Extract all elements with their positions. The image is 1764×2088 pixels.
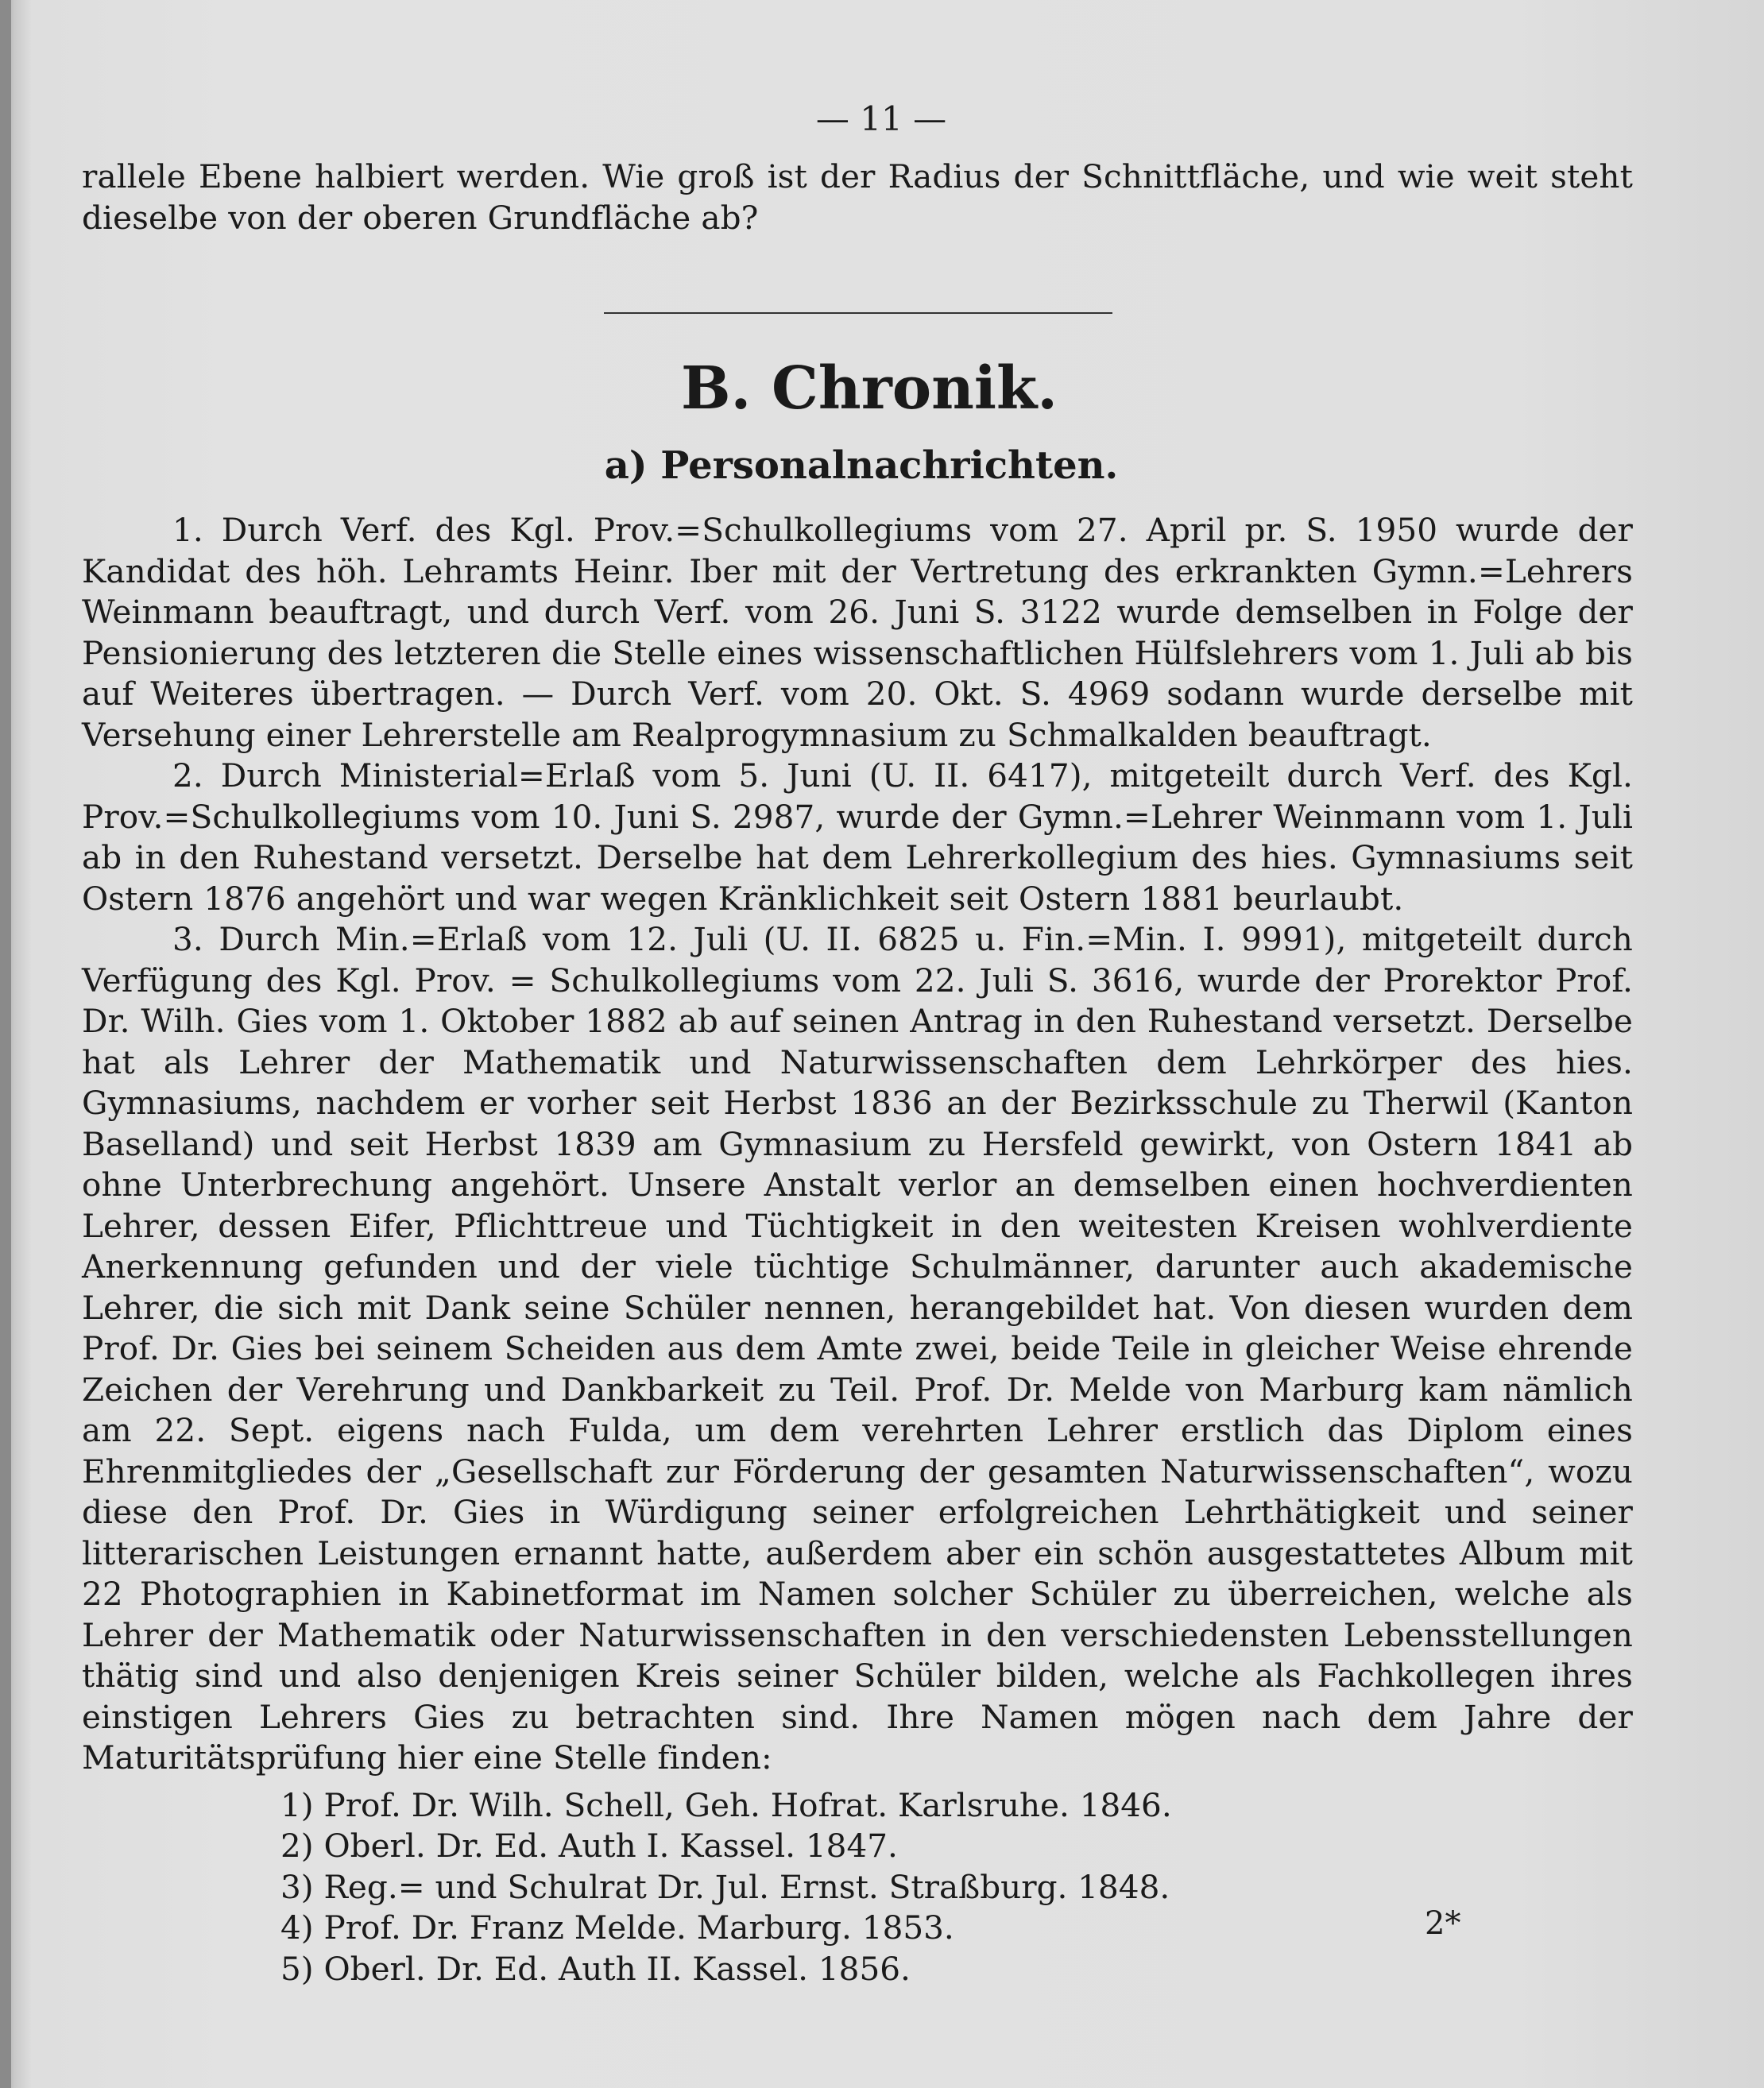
list-item: 5) Oberl. Dr. Ed. Auth II. Kassel. 1856. [280,1949,911,1988]
intro-paragraph: rallele Ebene halbiert werden. Wie groß ist der Radius der Schnittfläche, und wie weit steht dieselbe von der oberen Grundfläche ab? [82,157,1633,237]
page-content [82,91,1633,1989]
list-item: 1) Prof. Dr. Wilh. Schell, Geh. Hofrat. Karlsruhe. 1846. [280,1785,1172,1824]
subsection-title: a) Personalnachrichten. [604,443,1119,488]
paragraph-2: 2. Durch Ministerial=Erlaß vom 5. Juni (U. II. 6417), mitgeteilt durch Verf. des Kgl. Prov.=Schulkollegiums vom 10. Juni S. 2987, wurde der Gymn.=Lehrer Weinmann vom 1. Juli ab in den Ruhestand versetzt. Derselbe hat dem Lehrerkollegium des hies. Gymnasiums seit Ostern 1876 angehört und war wegen Kränklichkeit seit Ostern 1881 beurlaubt. [82,756,1633,918]
paragraph-1: 1. Durch Verf. des Kgl. Prov.=Schulkollegiums vom 27. April pr. S. 1950 wurde der Kandidat des höh. Lehramts Heinr. Iber mit der Vertretung des erkrankten Gymn.=Lehrers Weinmann beauftragt, und durch Verf. vom 26. Juni S. 3122 wurde demselben in Folge der Pensionierung des letzteren die Stelle eines wissenschaftlichen Hülfslehrers vom 1. Juli ab bis auf Weiteres übertragen. — Durch Verf. vom 20. Okt. S. 4969 sodann wurde derselbe mit Versehung einer Lehrerstelle am Realprogymnasium zu Schmalkalden beauftragt. [82,511,1633,754]
book-spine-shadow [0,0,11,2088]
list-item: 3) Reg.= und Schulrat Dr. Jul. Ernst. Straßburg. 1848. [280,1867,1170,1906]
paragraph-3: 3. Durch Min.=Erlaß vom 12. Juli (U. II. 6825 u. Fin.=Min. I. 9991), mitgeteilt durch Verfügung des Kgl. Prov. = Schulkollegiums vom 22. Juli S. 3616, wurde der Prorektor Prof. Dr. Wilh. Gies vom 1. Oktober 1882 ab auf seinen Antrag in den Ruhestand versetzt. Derselbe hat als Lehrer der Mathematik und Naturwissenschaften dem Lehrkörper des hies. Gymnasiums, nachdem er vorher seit Herbst 1836 an der Bezirksschule zu Therwil (Kanton Baselland) und seit Herbst 1839 am Gymnasium zu Hersfeld gewirkt, von Ostern 1841 ab ohne Unterbrechung angehört. Unsere Anstalt verlor an demselben einen hochverdienten Lehrer, dessen Eifer, Pflichttreue und Tüchtigkeit in den weitesten Kreisen wohlverdiente Anerkennung gefunden und der viele tüchtige Schulmänner, darunter auch akademische Lehrer, die sich mit Dank seine Schüler nennen, herangebildet hat. Von diesen wurden dem Prof. Dr. Gies bei seinem Scheiden aus dem Amte zwei, beide Teile in gleicher Weise ehrende Zeichen der Verehrung und Dankbarkeit zu Teil. Prof. Dr. Melde von Marburg kam nämlich am 22. Sept. eigens nach Fulda, um dem verehrten Lehrer erstlich das Diplom eines Ehrenmitgliedes der „Gesellschaft zur Förderung der gesamten Naturwissenschaften“, wozu diese den Prof. Dr. Gies in Würdigung seiner erfolgreichen Lehrthätigkeit und seiner litterarischen Leistungen ernannt hatte, außerdem aber ein schön ausgestattetes Album mit 22 Photographien in Kabinetformat im Namen solcher Schüler zu überreichen, welche als Lehrer der Mathematik oder Naturwissenschaften in den verschiedensten Lebensstellungen thätig sind und also denjenigen Kreis seiner Schüler bilden, welche als Fachkollegen ihres einstigen Lehrers Gies zu betrachten sind. Ihre Namen mögen nach dem Jahre der Maturitätsprüfung hier eine Stelle finden: [82,920,1633,1777]
alumni-list [82,1785,1633,1990]
page-number: — 11 — [815,99,947,138]
list-item: 2) Oberl. Dr. Ed. Auth I. Kassel. 1847. [280,1827,898,1865]
section-divider [604,312,1112,314]
section-title: B. Chronik. [680,354,1058,423]
signature-mark: 2* [1425,1905,1461,1942]
list-item: 4) Prof. Dr. Franz Melde. Marburg. 1853. [280,1908,954,1947]
